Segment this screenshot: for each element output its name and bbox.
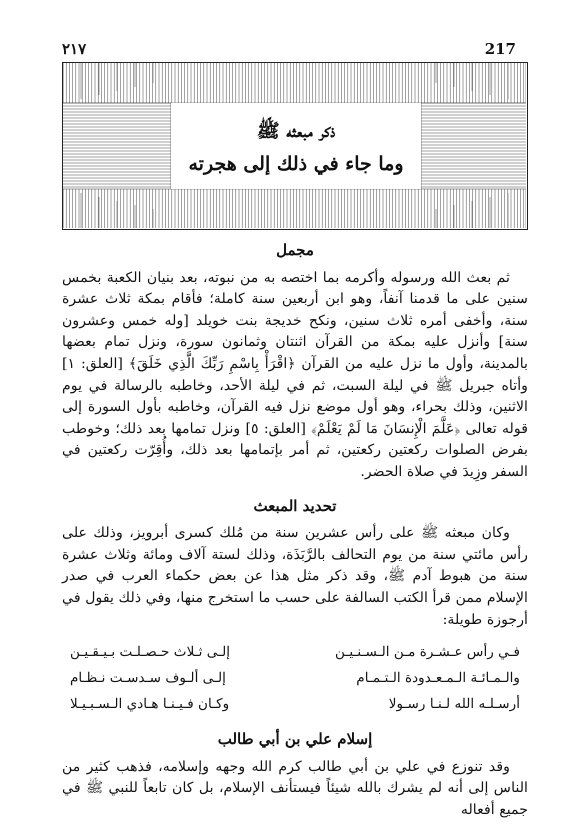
section-heading-ali: إسلام علي بن أبي طالب (217, 730, 373, 749)
poem-hemistich-first: فـي رأس عـشـرة مـن الـسـنـيـن (335, 644, 520, 661)
poem-verse (62, 691, 528, 717)
chapter-title-line2: وما جاء في ذلك إلى هجرته (188, 153, 404, 175)
section-paragraph-summary: ثم بعث الله ورسوله وأكرمه بما اختصه به من نبوته، بعد بنيان الكعبة بخمس سنين على ما قدمنا آنفاً، وهو ابن أربعين سنة كاملة؛ فأقام بمكة ثلاث عشرة سنة، وأخفى أمره ثلاث سنين، ونكح خديجة بنت خويلد [وله خمس وعشرون سنة] وأنزل عليه بمكة من القرآن اثنتان وثمانون سورة، ونزل تمام بعضها بالمدينة، وأول ما نزل عليه من القرآن ﴿اقْرَأْ بِاسْمِ رَبِّكَ الَّذِي خَلَقَ﴾ [العلق: ١] وأتاه جبريل ﷺ في ليلة السبت، ثم في ليلة الأحد، وخاطبه بالرسالة في يوم الاثنين، وذلك بحراء، وهو أول موضع نزل فيه القرآن، وخاطبه بأول السورة إلى قوله تعالى ﴿عَلَّمَ الْإِنسَانَ مَا لَمْ يَعْلَمْ﴾ [العلق: ٥] ونزل تمامها بعد ذلك؛ وخوطب بفرض الصلوات ركعتين ركعتين، ثم أمر بإتمامها بعد ذلك، وأُقِرّت ركعتين في السفر وزِيدَ في صلاة الحضر. (62, 269, 528, 480)
chapter-title-line1: ذكر مبعثه ﷺ (256, 120, 336, 142)
section-heading-dating: تحديد المبعث (253, 496, 337, 515)
poem (62, 639, 528, 717)
chapter-title-frame (62, 62, 528, 230)
poem-hemistich-first: والـمـائـة الـمـعـدودة الـتـمـام (356, 670, 520, 687)
poem-hemistich-second: وكـان فـيـنـا هـادي الـسـبـيـلا (70, 696, 230, 713)
page-number-right: 217 (484, 40, 516, 58)
poem-verse (62, 639, 528, 665)
poem-hemistich-first: أرسـلـه الله لـنـا رسـولا (388, 696, 520, 713)
chapter-title (171, 103, 421, 189)
poem-hemistich-second: إلـى ألـوف سـدسـت نـظـام (70, 670, 226, 687)
section-paragraph-dating: وكان مبعثه ﷺ على رأس عشرين سنة من مُلك كسرى أبرويز، وذلك على رأس مائتي سنة من يوم التحالف بالرَّبَذَة، وذلك لستة آلاف ومائة وثلاث عشرة سنة من هبوط آدم ﷺ، وقد ذكر مثل هذا عن بعض حكماء العرب في صدر الإسلام ممن قرأ الكتب السالفة على حسب ما استخرج منها، وفي ذلك يقول في أرجوزة طويلة: (62, 525, 528, 628)
section-paragraph-ali: وقد تنوزع في علي بن أبي طالب كرم الله وجهه وإسلامه، فذهب كثير من الناس إلى أنه لم يشرك بالله شيئاً فيستأنف الإسلام، بل كان تابعاً للنبي ﷺ في جميع أفعاله (62, 758, 528, 818)
page-content (62, 240, 528, 821)
page-number-left: ٢١٧ (62, 40, 87, 58)
poem-hemistich-second: إلـى ثـلاث حـصـلـت بـيـقـيـن (70, 644, 230, 661)
section-heading-summary: مجمل (276, 241, 314, 259)
poem-verse (62, 665, 528, 691)
